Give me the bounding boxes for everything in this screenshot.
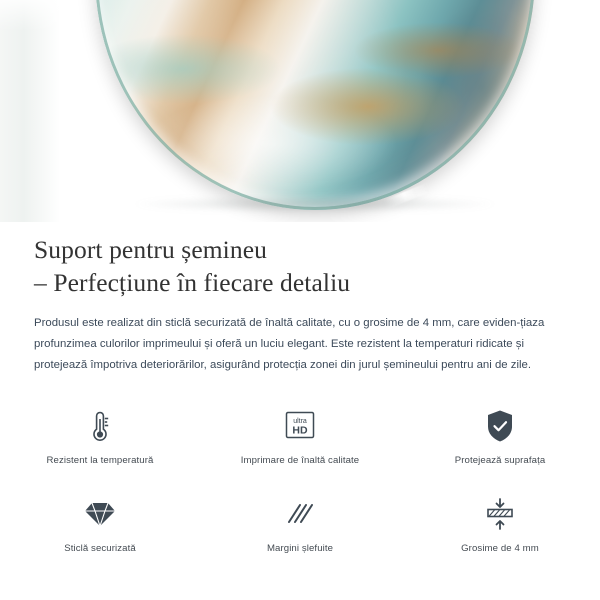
feature-item-temperature [0, 400, 200, 488]
svg-text:ultra: ultra [293, 418, 307, 425]
thickness-4mm-icon [482, 494, 518, 534]
headline-line-1: Suport pentru șemineu [34, 235, 267, 264]
feature-label: Grosime de 4 mm [461, 543, 539, 554]
feature-label: Protejează suprafața [454, 455, 546, 466]
headline-line-2: – Perfecțiune în fiecare detaliu [34, 267, 351, 297]
thermometer-icon [85, 406, 115, 446]
feature-item-print-quality [200, 400, 400, 488]
feature-label: Margini șlefuite [266, 543, 334, 554]
diamond-icon [82, 494, 118, 534]
feature-item-thickness [400, 488, 600, 576]
svg-text:HD: HD [292, 424, 308, 437]
feature-item-tempered-glass [0, 488, 200, 576]
text-content [0, 222, 600, 376]
description-paragraph: Produsul este realizat din sticlă securizată de înaltă calitate, cu o grosime de 4 mm, care eviden-țiaza profunzimea culorilor imprimeului și oferă un luciu elegant. Este rezistent la temperaturi ridicate și protejează împotriva deteriorărilor, asigurând protecția zonei din jurul șemineului pentru ani de zile. [34, 317, 545, 371]
feature-label: Imprimare de înaltă calitate [240, 455, 360, 466]
shield-check-icon [484, 406, 516, 446]
feature-item-polished-edges [200, 488, 400, 576]
ultra-hd-icon [282, 406, 318, 446]
feature-item-surface-protection [400, 400, 600, 488]
polished-edges-icon [283, 494, 317, 534]
plate-shadow [130, 196, 500, 212]
feature-grid [0, 400, 600, 576]
hero-image [0, 0, 600, 222]
feature-label: Rezistent la temperatură [46, 455, 154, 466]
page-title [0, 222, 600, 299]
glass-plate-image [95, 0, 535, 210]
feature-label: Sticlă securizată [64, 543, 136, 554]
